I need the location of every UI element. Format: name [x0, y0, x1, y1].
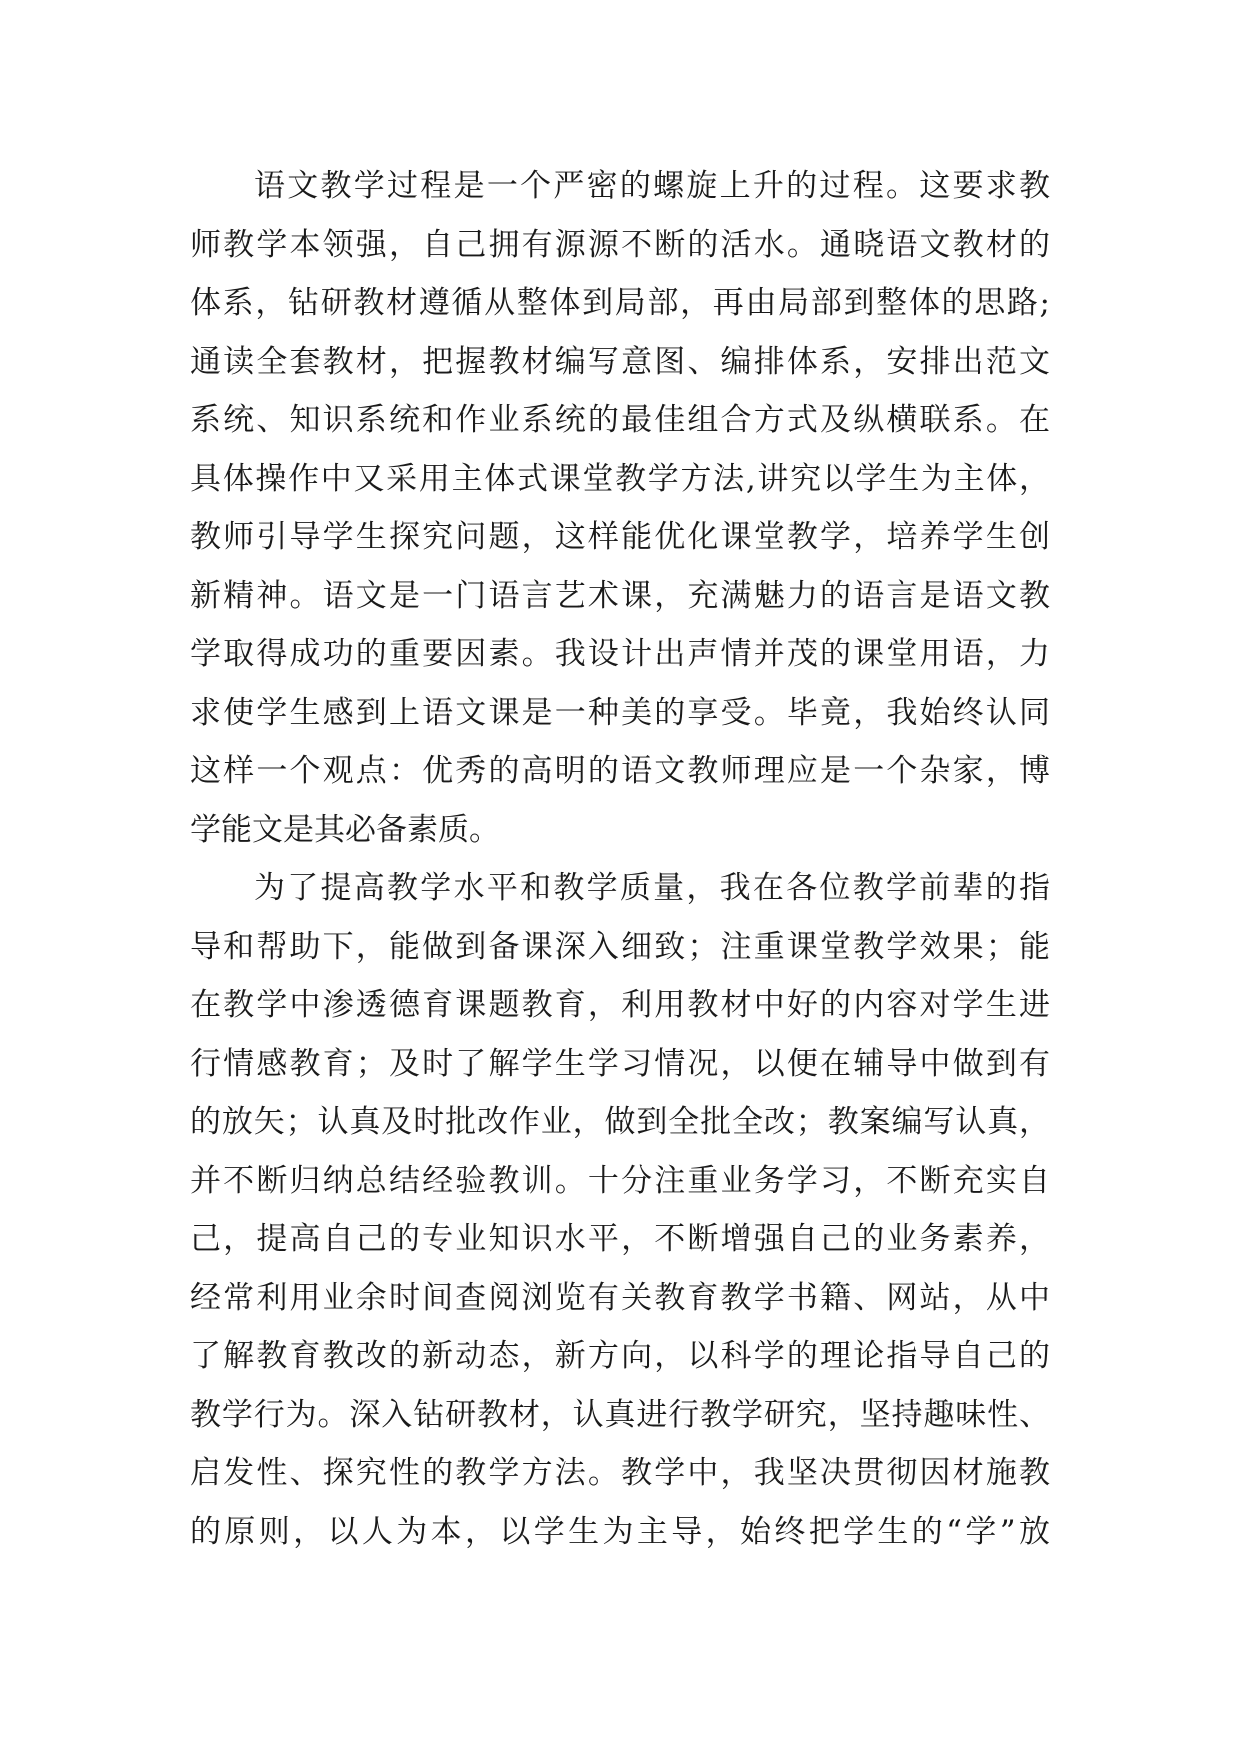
paragraph-line: 这样一个观点：优秀的高明的语文教师理应是一个杂家，博: [190, 753, 1050, 789]
paragraph-2: [190, 859, 1050, 1561]
paragraph-line: 系统、知识系统和作业系统的最佳组合方式及纵横联系。在: [190, 402, 1050, 438]
document-body: [190, 157, 1050, 1561]
paragraph-line: 求使学生感到上语文课是一种美的享受。毕竟，我始终认同: [190, 694, 1050, 731]
paragraph-line: 语文教学过程是一个严密的螺旋上升的过程。这要求教: [254, 168, 1050, 204]
paragraph-line: 在教学中渗透德育课题教育，利用教材中好的内容对学生进: [190, 987, 1050, 1023]
paragraph-line: 了解教育教改的新动态，新方向，以科学的理论指导自己的: [190, 1338, 1050, 1374]
paragraph-line: 的放矢；认真及时批改作业，做到全批全改；教案编写认真，: [190, 1104, 1050, 1140]
paragraph-line: 师教学本领强，自己拥有源源不断的活水。通晓语文教材的: [190, 226, 1050, 263]
paragraph-line: 为了提高教学水平和教学质量，我在各位教学前辈的指: [254, 870, 1050, 906]
paragraph-line: 通读全套教材，把握教材编写意图、编排体系，安排出范文: [190, 343, 1050, 380]
paragraph-line: 导和帮助下，能做到备课深入细致；注重课堂教学效果；能: [190, 928, 1050, 965]
paragraph-line: 教学行为。深入钻研教材，认真进行教学研究，坚持趣味性、: [190, 1396, 1050, 1433]
paragraph-line: 教师引导学生探究问题，这样能优化课堂教学，培养学生创: [190, 519, 1050, 555]
paragraph-line: 的原则，以人为本，以学生为主导，始终把学生的“学”放: [190, 1513, 1050, 1550]
paragraph-line: 学能文是其必备素质。: [190, 811, 500, 848]
paragraph-line: 己，提高自己的专业知识水平，不断增强自己的业务素养，: [190, 1221, 1050, 1257]
paragraph-line: 新精神。语文是一门语言艺术课，充满魅力的语言是语文教: [190, 577, 1050, 614]
paragraph-line: 并不断归纳总结经验教训。十分注重业务学习，不断充实自: [190, 1162, 1050, 1199]
paragraph-1: [190, 157, 1050, 859]
paragraph-line: 经常利用业余时间查阅浏览有关教育教学书籍、网站，从中: [190, 1279, 1050, 1316]
paragraph-line: 具体操作中又采用主体式课堂教学方法,讲究以学生为主体，: [190, 460, 1050, 497]
paragraph-line: 学取得成功的重要因素。我设计出声情并茂的课堂用语，力: [190, 636, 1050, 672]
paragraph-line: 启发性、探究性的教学方法。教学中，我坚决贯彻因材施教: [190, 1455, 1050, 1491]
paragraph-line: 体系，钻研教材遵循从整体到局部，再由局部到整体的思路;: [190, 285, 1050, 321]
paragraph-line: 行情感教育；及时了解学生学习情况，以便在辅导中做到有: [190, 1045, 1050, 1082]
